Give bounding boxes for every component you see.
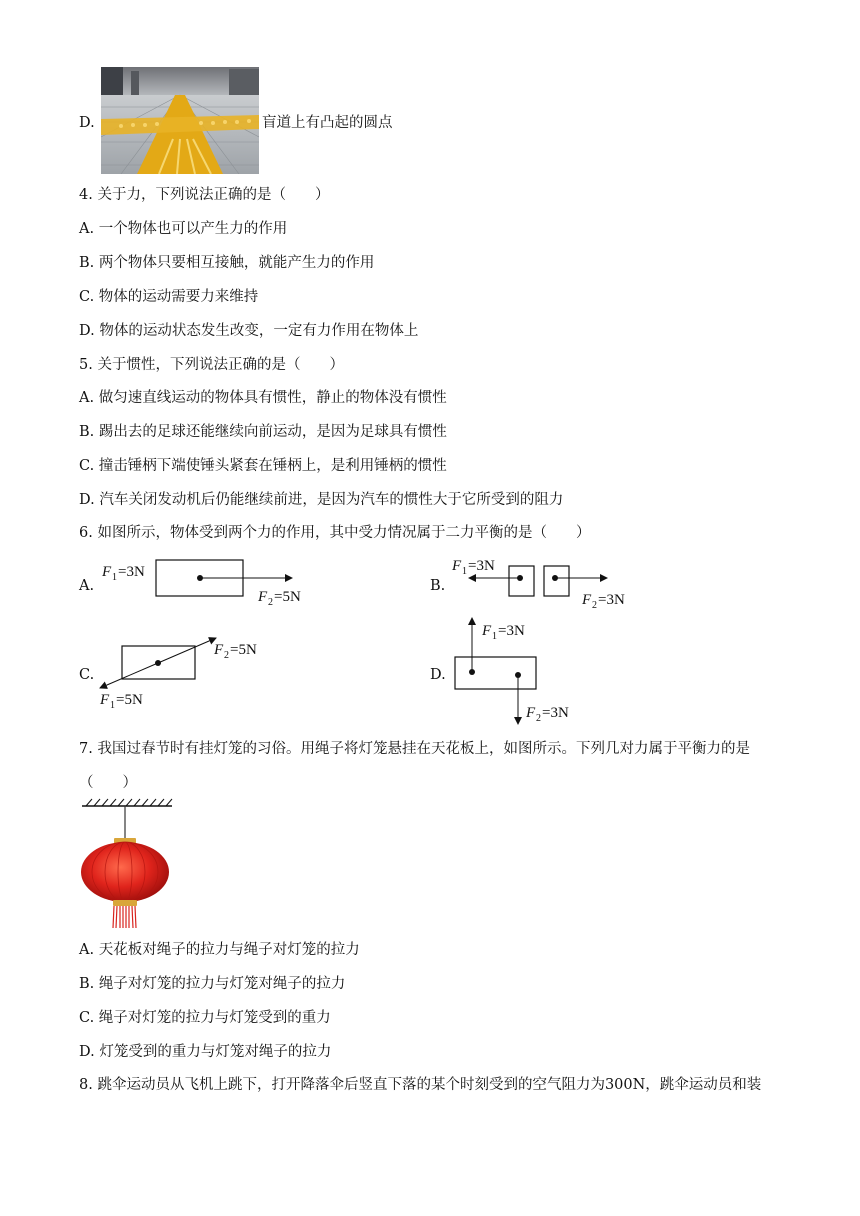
q6c-f1-value: =5N (116, 692, 143, 708)
q3-option-d-label: D. (79, 115, 95, 131)
q7-option-d: D. 灯笼受到的重力与灯笼对绳子的拉力 (79, 1044, 332, 1060)
q6-diagram-b (450, 554, 650, 612)
q6d-f1-value: =3N (498, 623, 525, 639)
q5-option-d: D. 汽车关闭发动机后仍能继续前进，是因为汽车的惯性大于它所受到的阻力 (79, 492, 564, 508)
q6d-f1-sub: 1 (492, 631, 497, 642)
q4-option-a: A. 一个物体也可以产生力的作用 (79, 221, 288, 237)
q7-stem: 7. 我国过春节时有挂灯笼的习俗。用绳子将灯笼悬挂在天花板上，如图所示。下列几对力属于平衡力的是 (79, 741, 750, 757)
q6b-f2-value: =3N (598, 592, 625, 608)
q4-option-b: B. 两个物体只要相互接触，就能产生力的作用 (79, 255, 375, 271)
q6d-f2-symbol: F (526, 705, 536, 721)
q6-option-d-label: D. (430, 667, 446, 683)
q6-option-b-label: B. (430, 578, 446, 594)
q6a-f2-sub: 2 (268, 597, 273, 608)
q6a-f2-value: =5N (274, 589, 301, 605)
q6c-f2-sub: 2 (224, 650, 229, 661)
q6b-f1-value: =3N (468, 558, 495, 574)
q6b-f1-sub: 1 (462, 566, 467, 577)
q6-diagram-a (100, 556, 320, 608)
q5-option-b: B. 踢出去的足球还能继续向前运动，是因为足球具有惯性 (79, 424, 447, 440)
q4-stem: 4. 关于力，下列说法正确的是（ ） (79, 187, 330, 203)
q7-option-b: B. 绳子对灯笼的拉力与灯笼对绳子的拉力 (79, 976, 346, 992)
q6b-f2-symbol: F (582, 592, 592, 608)
q6b-f2-sub: 2 (592, 600, 597, 611)
q6-diagram-d (450, 614, 590, 726)
q6d-f2-sub: 2 (536, 713, 541, 724)
q6-stem: 6. 如图所示，物体受到两个力的作用，其中受力情况属于二力平衡的是（ ） (79, 525, 591, 541)
q4-option-d: D. 物体的运动状态发生改变，一定有力作用在物体上 (79, 323, 419, 339)
q3-option-d-text: 盲道上有凸起的圆点 (262, 115, 393, 131)
q7-stem-cont: （ ） (79, 775, 137, 791)
q6-option-a-label: A. (79, 578, 95, 594)
q6a-f1-value: =3N (118, 564, 145, 580)
q6-option-c-label: C. (79, 667, 95, 683)
q5-option-c: C. 撞击锤柄下端使锤头紧套在锤柄上，是利用锤柄的惯性 (79, 458, 447, 474)
q6a-f1-symbol: F (102, 564, 112, 580)
q6c-f1-symbol: F (100, 692, 110, 708)
q5-option-a: A. 做匀速直线运动的物体具有惯性，静止的物体没有惯性 (79, 390, 447, 406)
q6d-f2-value: =3N (542, 705, 569, 721)
q6b-f1-symbol: F (452, 558, 462, 574)
q6a-f1-sub: 1 (112, 572, 117, 583)
q8-stem: 8. 跳伞运动员从飞机上跳下，打开降落伞后竖直下落的某个时刻受到的空气阻力为300N，跳伞运动员和装 (79, 1077, 762, 1093)
q7-option-c: C. 绳子对灯笼的拉力与灯笼受到的重力 (79, 1010, 331, 1026)
q6c-f2-symbol: F (214, 642, 224, 658)
q6c-f1-sub: 1 (110, 700, 115, 711)
tactile-paving-photo (101, 67, 259, 174)
q6-diagram-c (96, 632, 276, 712)
q6c-f2-value: =5N (230, 642, 257, 658)
q5-stem: 5. 关于惯性，下列说法正确的是（ ） (79, 357, 344, 373)
q4-option-c: C. 物体的运动需要力来维持 (79, 289, 259, 305)
q6a-f2-symbol: F (258, 589, 268, 605)
lantern-illustration (80, 798, 176, 930)
q7-option-a: A. 天花板对绳子的拉力与绳子对灯笼的拉力 (79, 942, 360, 958)
q6d-f1-symbol: F (482, 623, 492, 639)
